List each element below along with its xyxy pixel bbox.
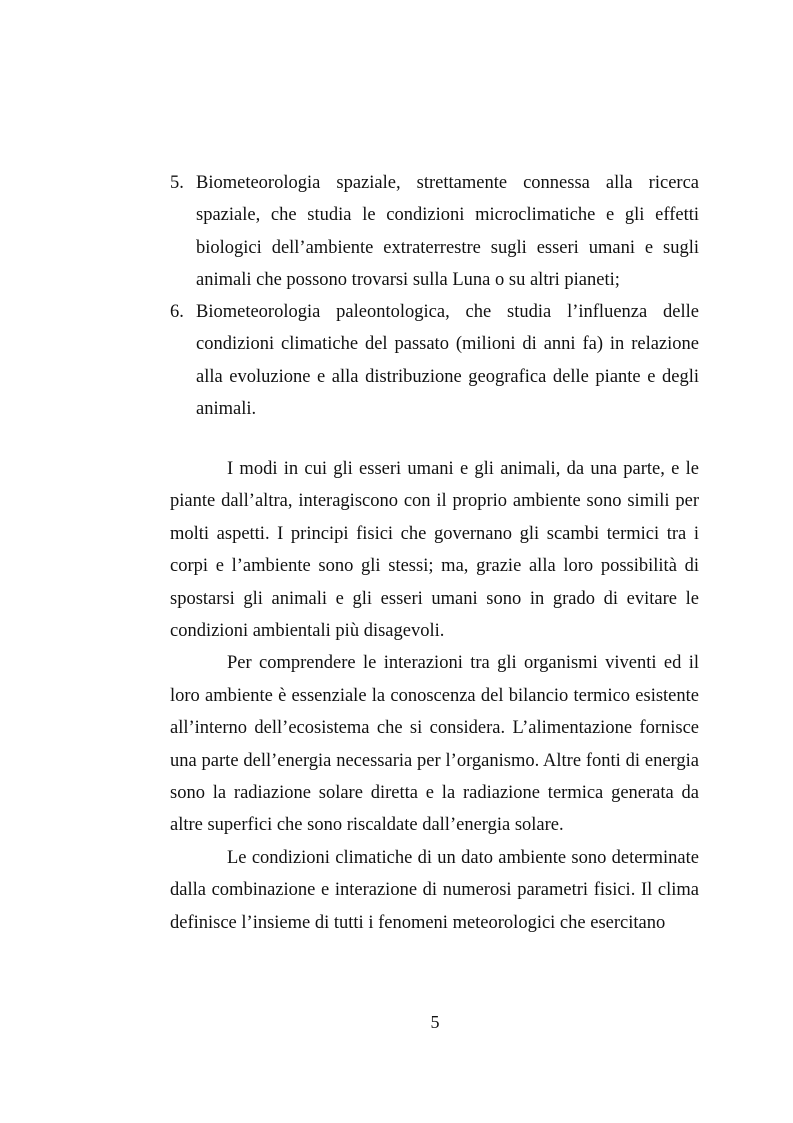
list-item <box>170 167 699 296</box>
paragraph: I modi in cui gli esseri umani e gli animali, da una parte, e le piante dall’altra, interagiscono con il proprio ambiente sono simili per molti aspetti. I principi fisici che governano gli scambi termici tra i corpi e l’ambiente sono gli stessi; ma, grazie alla loro possibilità di spostarsi gli animali e gli esseri umani sono in grado di evitare le condizioni ambientali più disagevoli. <box>170 459 699 642</box>
paragraph: Per comprendere le interazioni tra gli organismi viventi ed il loro ambiente è essenziale la conoscenza del bilancio termico esistente all’interno dell’ecosistema che si considera. L’alimentazione fornisce una parte dell’energia necessaria per l’organismo. Altre fonti di energia sono la radiazione solare diretta e la radiazione termica generata da altre superfici che sono riscaldate dall’energia solare. <box>170 653 699 836</box>
list-item-number: 5. <box>170 173 184 193</box>
paragraph: Le condizioni climatiche di un dato ambiente sono determinate dalla combinazione e interazione di numerosi parametri fisici. Il clima definisce l’insieme di tutti i fenomeni meteorologici che esercitano <box>170 847 699 933</box>
page-number: 5 <box>430 1012 440 1032</box>
numbered-list <box>170 167 699 425</box>
list-item-number: 6. <box>170 302 184 323</box>
list-item-text: Biometeorologia spaziale, strettamente connessa alla ricerca spaziale, che studia le condizioni microclimatiche e gli effetti biologici dell’ambiente extraterrestre sugli esseri umani e sugli animali che possono trovarsi sulla Luna o su altri pianeti; <box>196 173 699 290</box>
body-text <box>170 453 699 939</box>
list-item <box>170 296 699 425</box>
list-item-text: Biometeorologia paleontologica, che studia l’influenza delle condizioni climatiche del passato (milioni di anni fa) in relazione alla evoluzione e alla distribuzione geografica delle piante e degli animali. <box>196 302 699 420</box>
